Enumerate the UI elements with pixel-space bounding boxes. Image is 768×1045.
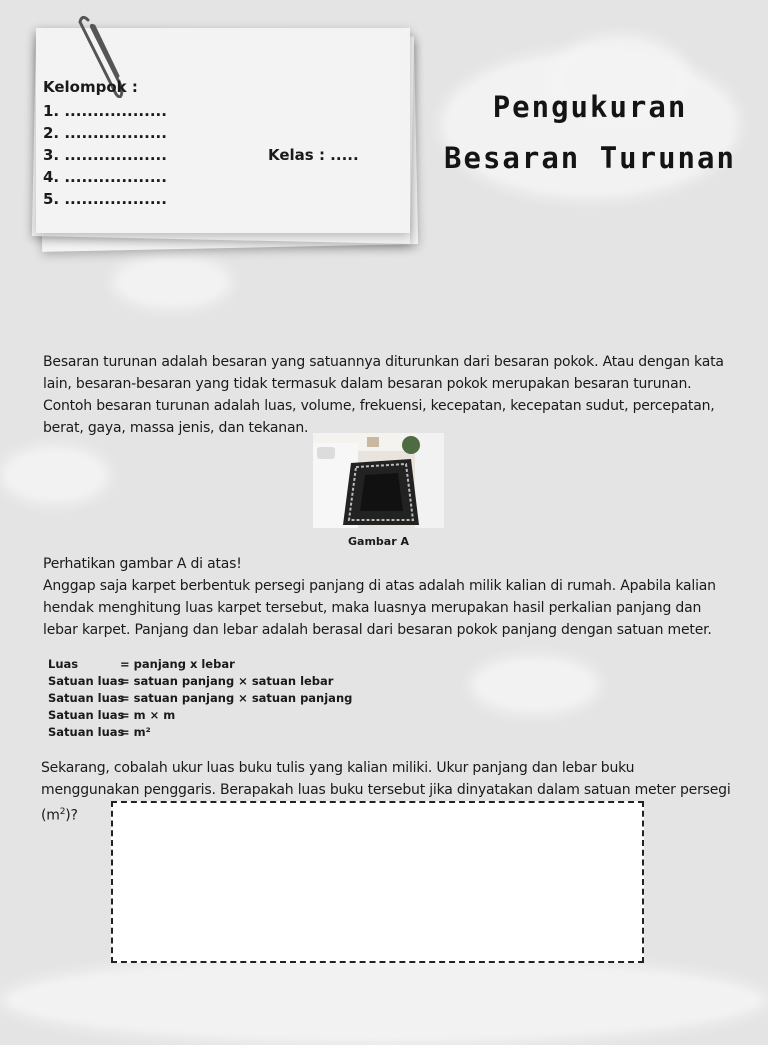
formula-label: Satuan luas — [48, 725, 125, 739]
formula-row — [48, 724, 352, 741]
task-superscript: 2 — [59, 807, 66, 817]
instruction-heading: Perhatikan gambar A di atas! — [43, 556, 242, 572]
title-line-2: Besaran Turunan — [444, 141, 736, 175]
figure-caption: Gambar A — [348, 535, 409, 548]
carpet-photo — [313, 433, 444, 528]
intro-paragraph: Besaran turunan adalah besaran yang satuannya diturunkan dari besaran pokok. Atau dengan kata lain, besaran-besaran yang tidak termasuk dalam besaran pokok merupakan besaran turunan. Contoh besaran turunan adalah luas, volume, frekuensi, kecepatan, kecepatan sudut, percepatan, berat, gaya, massa jenis, dan tekanan. — [43, 354, 724, 436]
task-text-end: )? — [65, 807, 78, 824]
group-member-slot[interactable]: 1. .................. — [43, 102, 167, 120]
formula-row — [48, 673, 352, 690]
formula-block — [48, 656, 352, 741]
formula-row — [48, 707, 352, 724]
title-line-1: Pengukuran — [492, 90, 688, 124]
carpet-illustration — [313, 433, 444, 528]
answer-box[interactable] — [111, 801, 644, 963]
group-member-slot[interactable]: 4. .................. — [43, 168, 167, 186]
cloud-decoration — [0, 955, 768, 1045]
formula-label: Satuan luas — [48, 674, 125, 688]
formula-expression: = m² — [120, 725, 151, 739]
formula-expression: = panjang x lebar — [120, 657, 235, 671]
formula-label: Satuan luas — [48, 691, 125, 705]
cloud-decoration — [0, 445, 110, 505]
formula-row — [48, 690, 352, 707]
formula-label: Luas — [48, 657, 79, 671]
group-member-slot[interactable]: 3. .................. — [43, 146, 167, 164]
formula-expression: = m × m — [120, 708, 176, 722]
formula-label: Satuan luas — [48, 708, 125, 722]
page-title — [430, 82, 750, 184]
group-label: Kelompok : — [43, 78, 138, 96]
instruction-block — [43, 553, 733, 641]
cloud-decoration — [470, 655, 600, 715]
task-text: Sekarang, cobalah ukur luas buku tulis yang kalian miliki. Ukur panjang dan lebar buku menggunakan penggaris. Berapakah luas buku tersebut jika dinyatakan dalam satuan meter persegi (m — [41, 760, 731, 824]
group-member-slot[interactable]: 5. .................. — [43, 190, 167, 208]
group-member-slot[interactable]: 2. .................. — [43, 124, 167, 142]
class-field[interactable]: Kelas : ..... — [268, 146, 359, 164]
instruction-body: Anggap saja karpet berbentuk persegi panjang di atas adalah milik kalian di rumah. Apabila kalian hendak menghitung luas karpet tersebut, maka luasnya merupakan hasil perkalian panjang dan lebar karpet. Panjang dan lebar adalah berasal dari besaran pokok panjang dengan satuan meter. — [43, 578, 716, 638]
formula-expression: = satuan panjang × satuan lebar — [120, 674, 334, 688]
cloud-decoration — [112, 255, 232, 310]
formula-row — [48, 656, 352, 673]
formula-expression: = satuan panjang × satuan panjang — [120, 691, 353, 705]
